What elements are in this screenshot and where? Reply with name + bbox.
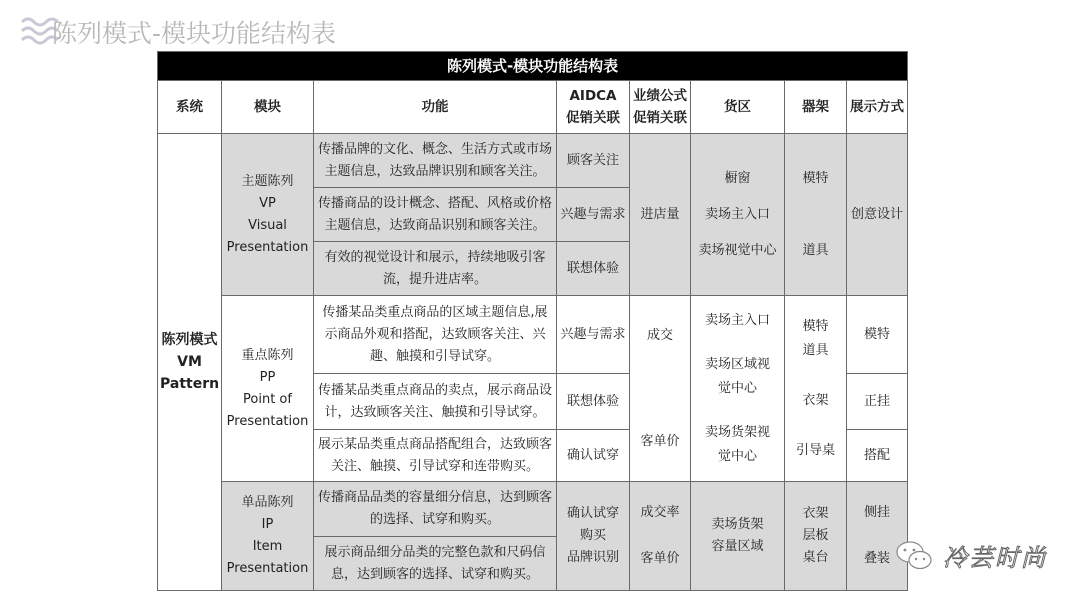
- fixture-cell: 模特 道具: [785, 134, 847, 296]
- fixture-cell: 衣架 层板 桌台: [785, 482, 847, 591]
- watermark: [895, 538, 1047, 573]
- formula-cell: 成交 客单价: [630, 296, 691, 482]
- watermark-text: 冷芸时尚: [943, 544, 1047, 572]
- formula-cell: 成交率 客单价: [630, 482, 691, 591]
- header-fixture: 器架: [785, 81, 847, 134]
- header-display: 展示方式: [847, 81, 908, 134]
- aidca-cell: 联想体验: [557, 374, 630, 430]
- function-cell: 展示商品细分品类的完整色款和尺码信息，达到顾客的选择、试穿和购买。: [314, 537, 557, 591]
- vm-structure-table: [157, 51, 908, 591]
- header-module: 模块: [222, 81, 314, 134]
- display-cell: 创意设计: [847, 134, 908, 296]
- header-function: 功能: [314, 81, 557, 134]
- aidca-cell: 兴趣与需求: [557, 296, 630, 374]
- wechat-icon: [895, 539, 935, 573]
- display-cell: 正挂: [847, 374, 908, 430]
- aidca-cell: 联想体验: [557, 242, 630, 296]
- header-system: 系统: [158, 81, 222, 134]
- zone-cell: 卖场主入口 卖场区域视觉中心 卖场货架视觉中心: [691, 296, 785, 482]
- function-cell: 传播商品品类的容量细分信息，达到顾客的选择、试穿和购买。: [314, 482, 557, 537]
- aidca-cell: 顾客关注: [557, 134, 630, 188]
- aidca-cell: 确认试穿: [557, 430, 630, 482]
- function-cell: 传播商品的设计概念、搭配、风格或价格主题信息，达致商品识别和顾客关注。: [314, 188, 557, 242]
- function-cell: 传播某品类重点商品的区域主题信息,展示商品外观和搭配，达致顾客关注、兴趣、触摸和引导试穿。: [314, 296, 557, 374]
- aidca-cell: 确认试穿 购买 品牌识别: [557, 482, 630, 591]
- zone-cell: 橱窗 卖场主入口 卖场视觉中心: [691, 134, 785, 296]
- header-zone: 货区: [691, 81, 785, 134]
- aidca-cell: 兴趣与需求: [557, 188, 630, 242]
- formula-cell: 进店量: [630, 134, 691, 296]
- function-cell: 有效的视觉设计和展示，持续地吸引客流，提升进店率。: [314, 242, 557, 296]
- module-vp: 主题陈列 VP Visual Presentation: [222, 134, 314, 296]
- function-cell: 传播品牌的文化、概念、生活方式或市场主题信息，达致品牌识别和顾客关注。: [314, 134, 557, 188]
- display-cell: 模特: [847, 296, 908, 374]
- header-formula: 业绩公式 促销关联: [630, 81, 691, 134]
- display-cell: 搭配: [847, 430, 908, 482]
- system-cell: 陈列模式 VM Pattern: [158, 134, 222, 591]
- table-title: 陈列模式-模块功能结构表: [158, 52, 908, 81]
- display-cell: 侧挂 叠装: [847, 482, 908, 591]
- module-ip: 单品陈列 IP Item Presentation: [222, 482, 314, 591]
- module-pp: 重点陈列 PP Point of Presentation: [222, 296, 314, 482]
- fixture-cell: 模特 道具 衣架 引导桌: [785, 296, 847, 482]
- function-cell: 传播某品类重点商品的卖点，展示商品设计，达致顾客关注、触摸和引导试穿。: [314, 374, 557, 430]
- zone-cell: 卖场货架 容量区域: [691, 482, 785, 591]
- header-aidca: AIDCA 促销关联: [557, 81, 630, 134]
- slide-title: 陈列模式-模块功能结构表: [52, 19, 337, 48]
- function-cell: 展示某品类重点商品搭配组合，达致顾客关注、触摸、引导试穿和连带购买。: [314, 430, 557, 482]
